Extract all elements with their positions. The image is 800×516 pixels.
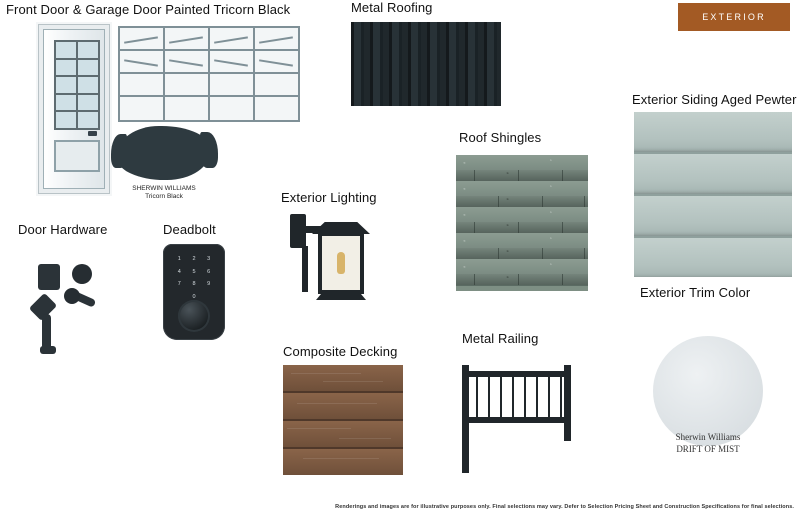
exterior-tag: EXTERIOR [678,3,790,31]
paint-brand-caption: SHERWIN WILLIAMS [132,185,196,192]
label-exterior-trim: Exterior Trim Color [640,285,751,300]
keypad-key: 0 [192,293,196,300]
footer-disclaimer: Renderings and images are for illustrative purposes only. Final selections may vary. Defer to Selection Pricing Sheet and Construction Specifications for final selections. [335,504,794,510]
label-metal-roofing: Metal Roofing [351,0,433,15]
label-exterior-siding: Exterior Siding Aged Pewter [632,92,797,107]
metal-roofing-swatch [351,22,501,106]
label-composite-decking: Composite Decking [283,344,398,359]
keypad-key: 7 [177,281,181,288]
garage-door-image [118,26,300,122]
label-metal-railing: Metal Railing [462,331,539,346]
keypad-key: 4 [177,268,181,275]
hardware-knob-round [72,264,92,284]
composite-decking-swatch [283,365,403,475]
keypad-key: 6 [207,268,211,275]
hardware-plate-top [38,264,60,290]
lantern-stem [302,246,308,292]
deadbolt-thumbturn [178,300,210,332]
hardware-handleset-grip [42,314,51,350]
lantern-bulb-icon [337,252,345,274]
roof-shingles-swatch [456,155,588,291]
paint-name-caption: Tricorn Black [145,193,183,200]
metal-railing-image [452,355,572,473]
trim-brand-caption: Sherwin Williams [675,432,741,442]
exterior-trim-swatch [653,336,763,446]
label-exterior-lighting: Exterior Lighting [281,190,377,205]
door-lower-panel [54,140,100,172]
keypad-key: 2 [192,256,196,263]
label-roof-shingles: Roof Shingles [459,130,542,145]
front-door-image [38,24,110,194]
hardware-handleset-base [40,346,56,354]
label-deadbolt: Deadbolt [163,222,216,237]
railing-bottom-rail [466,417,568,423]
keypad-key: 3 [207,256,211,263]
keypad-key: 1 [177,256,181,263]
door-glass-grid [54,40,100,130]
label-front-door: Front Door & Garage Door Painted Tricorn Black [6,2,291,17]
keypad-key: 9 [207,281,211,288]
exterior-lantern-image [290,208,372,306]
deadbolt-image [163,244,225,340]
keypad-key: 5 [192,268,196,275]
label-door-hardware: Door Hardware [18,222,108,237]
keypad-key: 8 [192,281,196,288]
trim-name-caption: DRIFT OF MIST [676,444,740,454]
paint-swatch-tricorn-black [117,126,211,180]
door-slab [43,29,105,189]
door-handle-icon [88,131,97,136]
lantern-foot [316,294,366,300]
door-hardware-image [20,250,130,360]
exterior-siding-swatch [634,112,792,277]
deadbolt-keypad [172,253,216,303]
railing-top-rail [466,371,568,377]
hardware-lever-rosette [64,288,80,304]
